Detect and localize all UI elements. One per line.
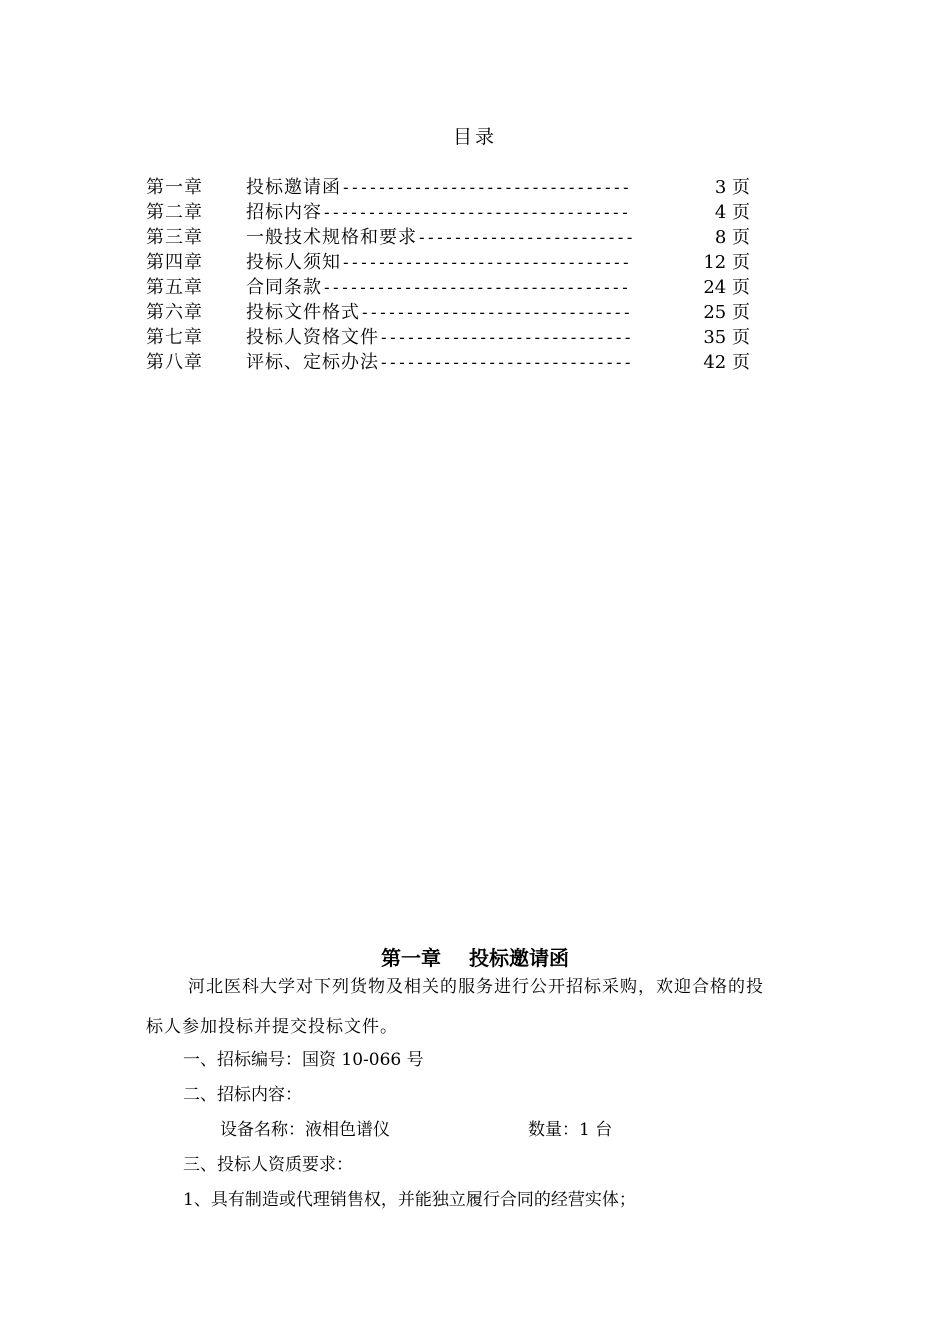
toc-chapter-title: 评标、定标办法 <box>246 352 379 373</box>
toc-page-number: 12 页 <box>703 252 750 273</box>
toc-dot-leader: ---------------------------------- <box>322 278 630 297</box>
equipment-quantity: 数量：1 台 <box>528 1120 613 1140</box>
toc-entry <box>146 348 750 373</box>
chapter-label: 第一章 <box>381 946 441 970</box>
toc-chapter-title: 投标邀请函 <box>246 177 341 198</box>
toc-page-number: 3 页 <box>714 177 750 198</box>
toc-dot-leader: -------------------------------- <box>341 253 631 272</box>
equipment-name: 设备名称：液相色谱仪 <box>220 1120 390 1140</box>
toc-entry <box>146 223 750 248</box>
toc-title: 目录 <box>452 126 497 148</box>
toc-chapter-number: 第八章 <box>146 352 203 373</box>
toc-page-number: 24 页 <box>703 277 750 298</box>
toc-entry <box>146 173 750 198</box>
toc-entry <box>146 248 750 273</box>
intro-paragraph-line-1: 河北医科大学对下列货物及相关的服务进行公开招标采购，欢迎合格的投 <box>188 977 764 997</box>
toc-chapter-number: 第二章 <box>146 202 203 223</box>
toc-dot-leader: ---------------------------- <box>379 328 632 347</box>
toc-chapter-number: 第五章 <box>146 277 203 298</box>
toc-dot-leader: ------------------------------ <box>360 303 631 322</box>
tender-number: 一、招标编号：国资 10-066 号 <box>183 1050 424 1070</box>
toc-chapter-title: 投标人资格文件 <box>246 327 379 348</box>
toc-page-number: 35 页 <box>703 327 750 348</box>
toc-dot-leader: -------------------------------- <box>341 178 631 197</box>
toc-entry <box>146 323 750 348</box>
toc-chapter-number: 第一章 <box>146 177 203 198</box>
toc-chapter-number: 第三章 <box>146 227 203 248</box>
tender-content-heading: 二、招标内容： <box>183 1085 302 1105</box>
intro-paragraph-line-2: 标人参加投标并提交投标文件。 <box>146 1017 398 1037</box>
toc-dot-leader: ---------------------------- <box>379 353 632 372</box>
table-of-contents <box>146 173 750 373</box>
toc-dot-leader: ------------------------ <box>417 228 634 247</box>
qualification-requirement: 1、具有制造或代理销售权，并能独立履行合同的经营实体； <box>183 1190 636 1210</box>
toc-page-number: 25 页 <box>703 302 750 323</box>
toc-chapter-title: 一般技术规格和要求 <box>246 227 417 248</box>
toc-page-number: 4 页 <box>714 202 750 223</box>
toc-chapter-title: 招标内容 <box>246 202 322 223</box>
bidder-qualification-heading: 三、投标人资质要求： <box>183 1155 353 1175</box>
toc-dot-leader: ---------------------------------- <box>322 203 630 222</box>
toc-entry <box>146 198 750 223</box>
toc-chapter-title: 合同条款 <box>246 277 322 298</box>
toc-chapter-title: 投标文件格式 <box>246 302 360 323</box>
toc-page-number: 42 页 <box>703 352 750 373</box>
toc-entry <box>146 273 750 298</box>
chapter-heading <box>0 942 950 971</box>
toc-chapter-number: 第七章 <box>146 327 203 348</box>
toc-page-number: 8 页 <box>714 227 750 248</box>
toc-chapter-title: 投标人须知 <box>246 252 341 273</box>
toc-chapter-number: 第六章 <box>146 302 203 323</box>
toc-entry <box>146 298 750 323</box>
toc-chapter-number: 第四章 <box>146 252 203 273</box>
chapter-title: 投标邀请函 <box>469 946 569 970</box>
